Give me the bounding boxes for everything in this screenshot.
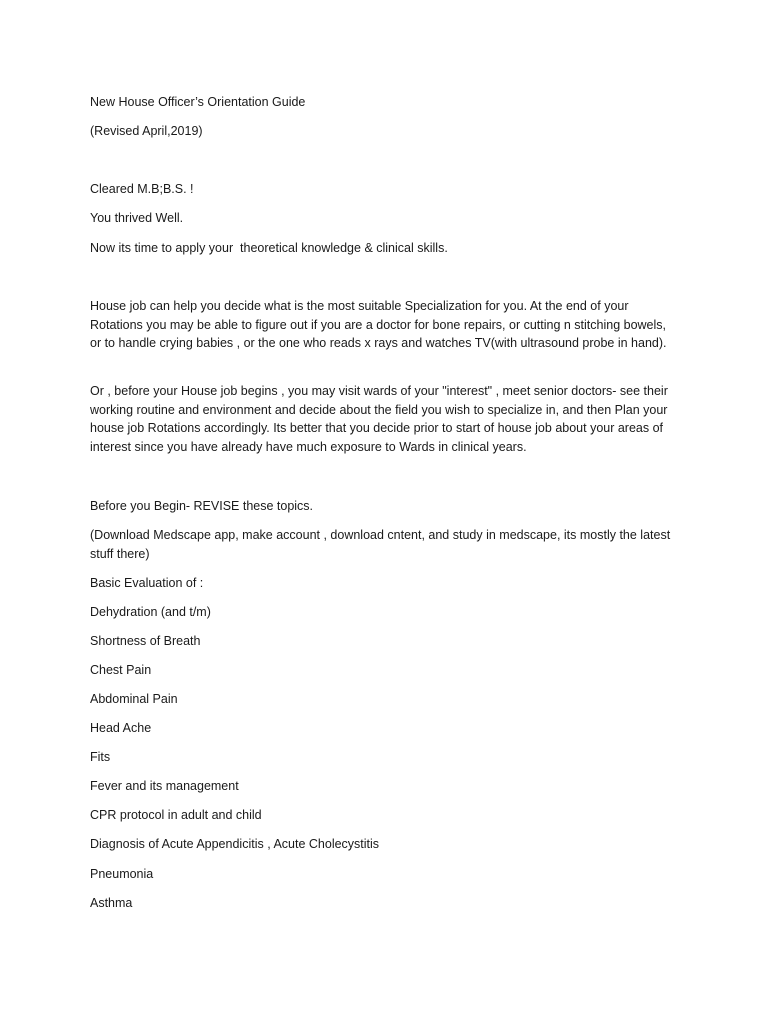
intro-line: Now its time to apply your theoretical knowledge & clinical skills. — [90, 241, 448, 255]
list-item: Chest Pain — [90, 663, 152, 677]
list-item: CPR protocol in adult and child — [90, 808, 262, 822]
list-item: Diagnosis of Acute Appendicitis , Acute Cholecystitis — [90, 837, 380, 851]
medscape-note: (Download Medscape app, make account , download cntent, and study in medscape, its mostly the latest stuff there) — [90, 528, 674, 561]
list-item: Pneumonia — [90, 867, 154, 881]
intro-line: You thrived Well. — [90, 211, 184, 225]
list-item: Dehydration (and t/m) — [90, 605, 211, 619]
list-item: Fever and its management — [90, 779, 239, 793]
list-item: Fits — [90, 750, 111, 764]
list-item: Shortness of Breath — [90, 634, 201, 648]
paragraph-visit-wards: Or , before your House job begins , you may visit wards of your "interest" , meet senior doctors- see their working routine and environment and decide about the field you wish to specialize in, and then Plan your house job Rotations accordingly. Its better that you decide prior to start of house job about your areas of interest since you have already have much exposure to Wards in clinical years. — [90, 384, 672, 454]
list-item: Head Ache — [90, 721, 152, 735]
intro-line: Cleared M.B;B.S. ! — [90, 182, 194, 196]
paragraph-house-job: House job can help you decide what is the most suitable Specialization for you. At the end of your Rotations you may be able to figure out if you are a doctor for bone repairs, or cutting n stitching bowels, or to handle crying babies , or the one who reads x rays and watches TV(with ultrasound probe in hand). — [90, 299, 670, 350]
revised-date: (Revised April,2019) — [90, 124, 203, 138]
list-item: Asthma — [90, 896, 133, 910]
list-item: Abdominal Pain — [90, 692, 178, 706]
doc-title: New House Officer’s Orientation Guide — [90, 95, 306, 109]
basic-eval-heading: Basic Evaluation of : — [90, 576, 204, 590]
revise-heading: Before you Begin- REVISE these topics. — [90, 499, 314, 513]
